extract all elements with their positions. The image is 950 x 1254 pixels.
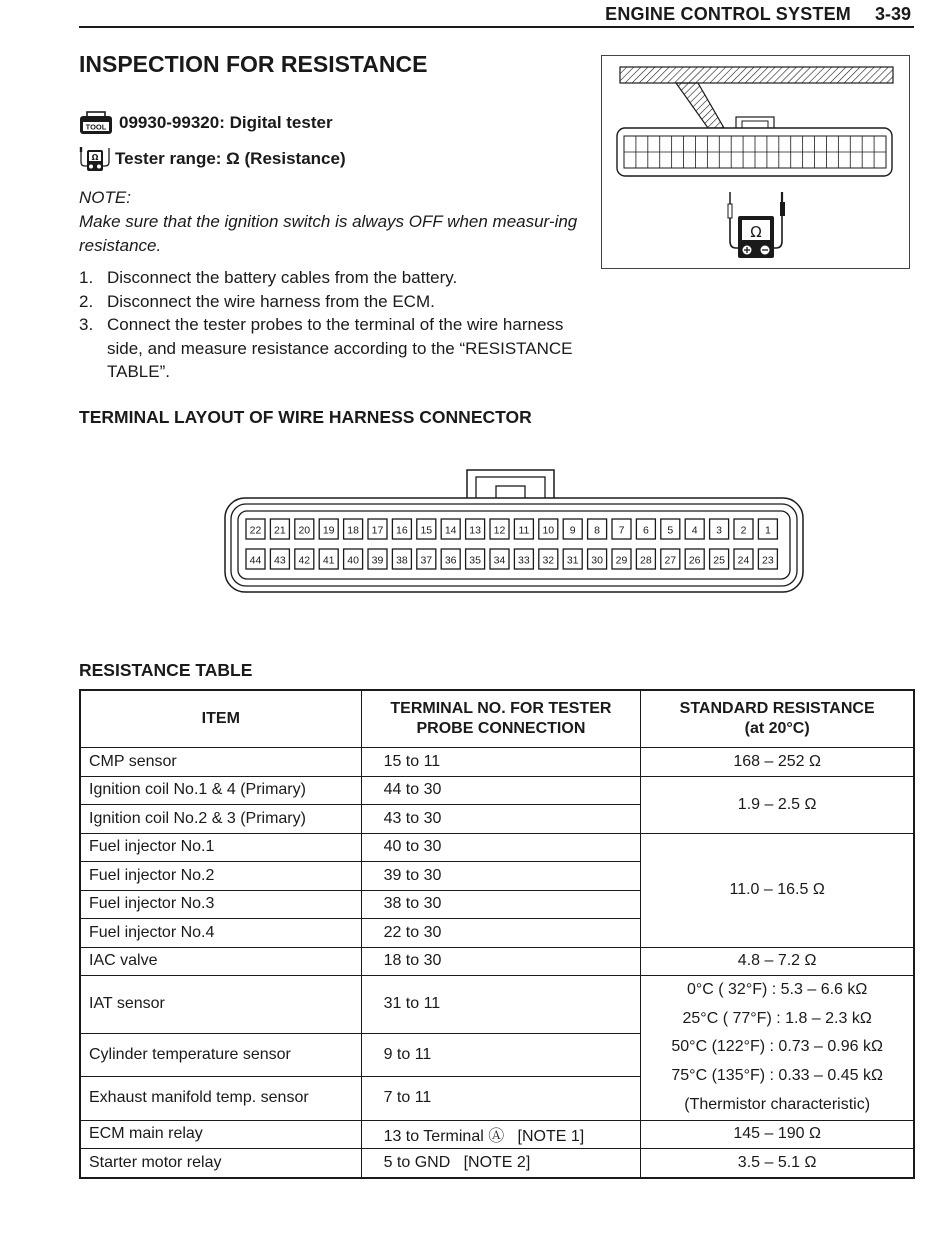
terminal-pin-number: 8	[594, 524, 601, 537]
page-number: 3-39	[874, 4, 911, 24]
terminal-pin-number: 19	[322, 524, 335, 537]
tool-icon	[79, 111, 113, 135]
terminal-pin-number: 1	[764, 524, 771, 537]
terminal-pin-number: 39	[371, 554, 384, 567]
procedure-steps	[79, 266, 579, 384]
terminal-pin-number: 44	[249, 554, 262, 567]
terminal-pin-number: 25	[713, 554, 725, 567]
table-header-row	[80, 690, 914, 748]
terminal-layout-heading: TERMINAL LAYOUT OF WIRE HARNESS CONNECTOR	[79, 407, 532, 427]
terminal-pin-number: 30	[591, 554, 603, 567]
terminal-pin-number: 5	[667, 524, 674, 537]
terminal-pin-number: 28	[640, 554, 652, 567]
note-text: Make sure that the ignition switch is always OFF when measur-ing resistance.	[79, 212, 578, 255]
illustration-drawing	[602, 56, 909, 268]
table-row: Cylinder temperature sensor 9 to 11	[80, 1033, 914, 1076]
terminal-pin-number: 24	[737, 554, 750, 567]
terminal-pin-number: 43	[274, 554, 286, 567]
resistance-table-heading: RESISTANCE TABLE	[79, 660, 253, 680]
list-item: 1. Disconnect the battery cables from the battery.	[79, 268, 458, 287]
terminal-pin-number: 4	[691, 524, 698, 537]
terminal-pin-number: 42	[298, 554, 311, 567]
multimeter-icon-symbol: Ω	[91, 153, 99, 162]
page-header	[79, 0, 914, 28]
wire-harness-bundle	[620, 67, 893, 83]
terminal-pin-number: 40	[347, 554, 359, 567]
terminal-pin-number: 2	[740, 524, 747, 537]
terminal-pin-number: 7	[618, 524, 625, 537]
col-header-terminal: TERMINAL NO. FOR TESTER PROBE CONNECTION	[361, 690, 641, 748]
terminal-pin-number: 27	[664, 554, 677, 567]
tool-icon-label: TOOL	[85, 122, 107, 132]
table-row: Exhaust manifold temp. sensor 7 to 11	[80, 1077, 914, 1120]
terminal-pin-number: 34	[493, 554, 506, 567]
table-row: Fuel injector No.2 39 to 30	[80, 862, 914, 891]
tester-range-text: Tester range: Ω (Resistance)	[115, 149, 346, 168]
col-header-standard: STANDARD RESISTANCE (at 20°C)	[641, 690, 914, 748]
tool-text: 09930-99320: Digital tester	[119, 113, 333, 132]
table-row: CMP sensor 15 to 11 168 – 252 Ω	[80, 748, 914, 777]
terminal-pin-number: 18	[347, 524, 359, 537]
terminal-pin-number: 9	[569, 524, 576, 537]
terminal-pin-number: 3	[716, 524, 723, 537]
table-row: IAT sensor 31 to 11 0°C ( 32°F) : 5.3 – 6.6 kΩ 25°C ( 77°F) : 1.8 – 2.3 kΩ 50°C (122°F) : 0.73 – 0.96 kΩ 75°C (135°F) : 0.33 – 0.45 kΩ (Thermistor characteristic)	[80, 976, 914, 1034]
tool-row	[79, 110, 333, 136]
table-row: Ignition coil No.2 & 3 (Primary) 43 to 30	[80, 805, 914, 834]
terminal-pin-number: 12	[493, 524, 506, 537]
terminal-pin-number: 37	[420, 554, 433, 567]
table-row: IAC valve 18 to 30 4.8 – 7.2 Ω	[80, 947, 914, 976]
table-row: Ignition coil No.1 & 4 (Primary) 44 to 30 1.9 – 2.5 Ω	[80, 776, 914, 805]
terminal-pin-number: 35	[469, 554, 481, 567]
terminal-pin-number: 21	[274, 524, 286, 537]
terminal-pin-number: 31	[566, 554, 579, 567]
terminal-pin-number: 15	[420, 524, 433, 537]
table-row: Fuel injector No.3 38 to 30	[80, 890, 914, 919]
terminal-pin-number: 14	[444, 524, 457, 537]
terminal-pin-number: 29	[615, 554, 628, 567]
terminal-pin-number: 36	[444, 554, 457, 567]
connector-outline	[225, 498, 803, 592]
note-block	[79, 186, 579, 258]
tester-connection-illustration	[601, 55, 910, 269]
tester-range-row	[79, 146, 346, 172]
col-header-item: ITEM	[80, 690, 361, 748]
terminal-pin-number: 22	[249, 524, 262, 537]
page-title: INSPECTION FOR RESISTANCE	[79, 51, 428, 77]
terminal-pin-number: 26	[688, 554, 701, 567]
thermistor-values: 0°C ( 32°F) : 5.3 – 6.6 kΩ 25°C ( 77°F) : 1.8 – 2.3 kΩ 50°C (122°F) : 0.73 – 0.96 kΩ 75°C (135°F) : 0.33 – 0.45 kΩ (Thermistor characteristic)	[641, 976, 914, 1121]
list-item: 3. Connect the tester probes to the terminal of the wire harness side, and measure resistance according to the “RESISTANCE TABLE”.	[79, 315, 573, 381]
terminal-pin-number: 6	[642, 524, 649, 537]
resistance-table	[79, 689, 915, 1179]
terminal-pin-number: 41	[322, 554, 335, 567]
terminal-pin-number: 10	[542, 524, 555, 537]
section-title: ENGINE CONTROL SYSTEM	[605, 4, 851, 24]
tester-probes-icon	[728, 192, 785, 258]
note-label: NOTE:	[79, 188, 131, 207]
multimeter-icon	[79, 146, 111, 172]
table-row: ECM main relay 13 to Terminal Ⓐ [NOTE 1] 145 – 190 Ω	[80, 1120, 914, 1149]
terminal-pin-number: 11	[518, 524, 530, 537]
terminal-pin-number: 38	[396, 554, 408, 567]
terminal-pin-number: 33	[518, 554, 530, 567]
table-row: Fuel injector No.1 40 to 30 11.0 – 16.5 Ω	[80, 833, 914, 862]
table-row: Fuel injector No.4 22 to 30	[80, 919, 914, 948]
terminal-pin-number: 13	[469, 524, 481, 537]
connector-svg	[224, 468, 806, 596]
harness-branch	[676, 83, 724, 128]
terminal-pin-number: 32	[542, 554, 555, 567]
illustration-meter-symbol: Ω	[750, 223, 762, 241]
terminal-pin-number: 23	[762, 554, 774, 567]
list-item: 2. Disconnect the wire harness from the ECM.	[79, 291, 435, 311]
terminal-pin-number: 16	[396, 524, 408, 537]
connector-diagram	[224, 468, 806, 601]
terminal-pin-number: 20	[298, 524, 311, 537]
table-row: Starter motor relay 5 to GND [NOTE 2] 3.5 – 5.1 Ω	[80, 1149, 914, 1178]
terminal-pin-number: 17	[371, 524, 384, 537]
